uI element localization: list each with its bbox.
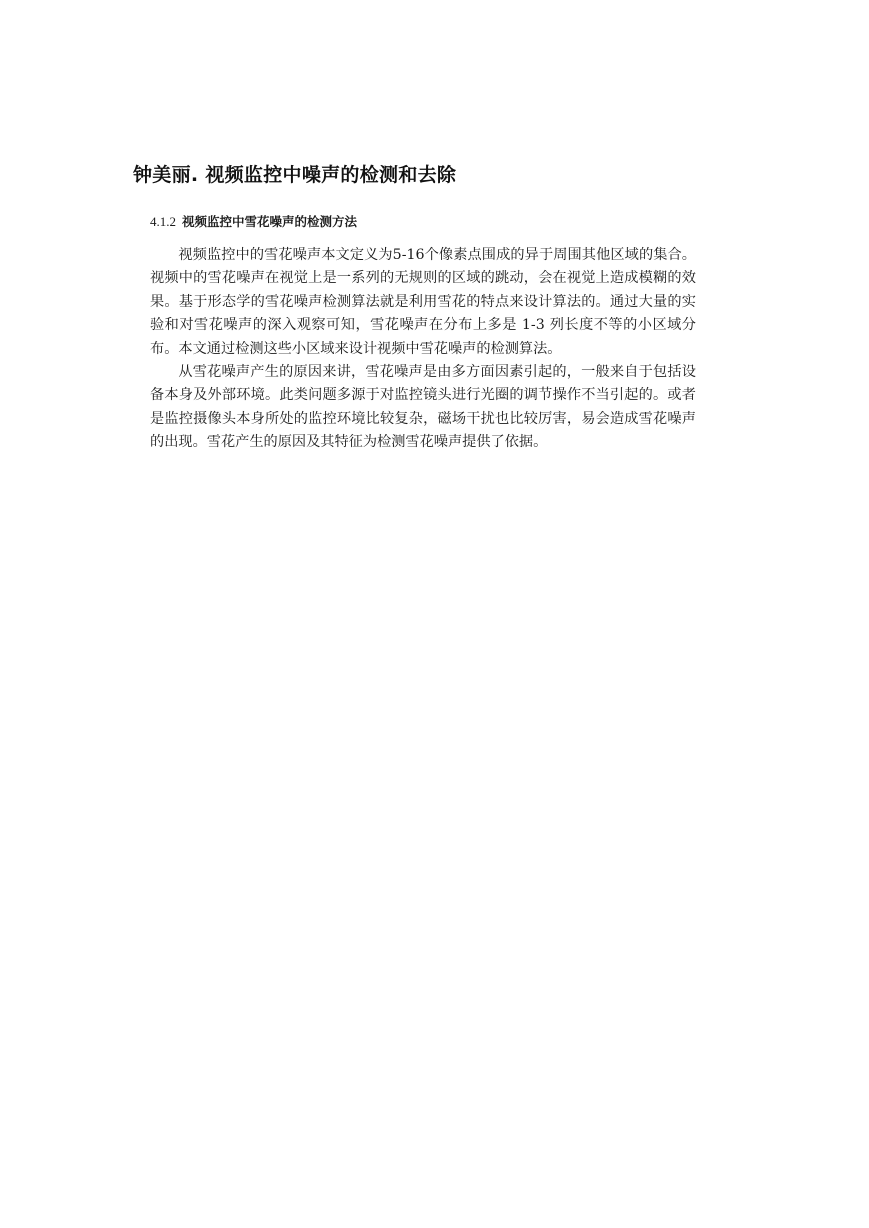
section-number: 4.1.2 <box>150 214 176 229</box>
body-text <box>150 244 696 455</box>
paragraph: 从雪花噪声产生的原因来讲，雪花噪声是由多方面因素引起的，一般来自于包括设备本身及外部环境。此类问题多源于对监控镜头进行光圈的调节操作不当引起的。或者是监控摄像头本身所处的监控环境比较复杂，磁场干扰也比较厉害，易会造成雪花噪声的出现。雪花产生的原因及其特征为检测雪花噪声提供了依据。 <box>150 364 696 451</box>
section-title: 视频监控中雪花噪声的检测方法 <box>182 214 358 229</box>
page-title: 钟美丽. 视频监控中噪声的检测和去除 <box>133 164 457 186</box>
paragraph: 视频监控中的雪花噪声本文定义为5-16个像素点围成的异于周围其他区域的集合。视频中的雪花噪声在视觉上是一系列的无规则的区域的跳动，会在视觉上造成模糊的效果。基于形态学的雪花噪声检测算法就是利用雪花的特点来设计算法的。通过大量的实验和对雪花噪声的深入观察可知，雪花噪声在分布上多是 1-3 列长度不等的小区域分布。本文通过检测这些小区域来设计视频中雪花噪声的检测算法。 <box>150 247 696 357</box>
section-heading <box>150 212 357 230</box>
